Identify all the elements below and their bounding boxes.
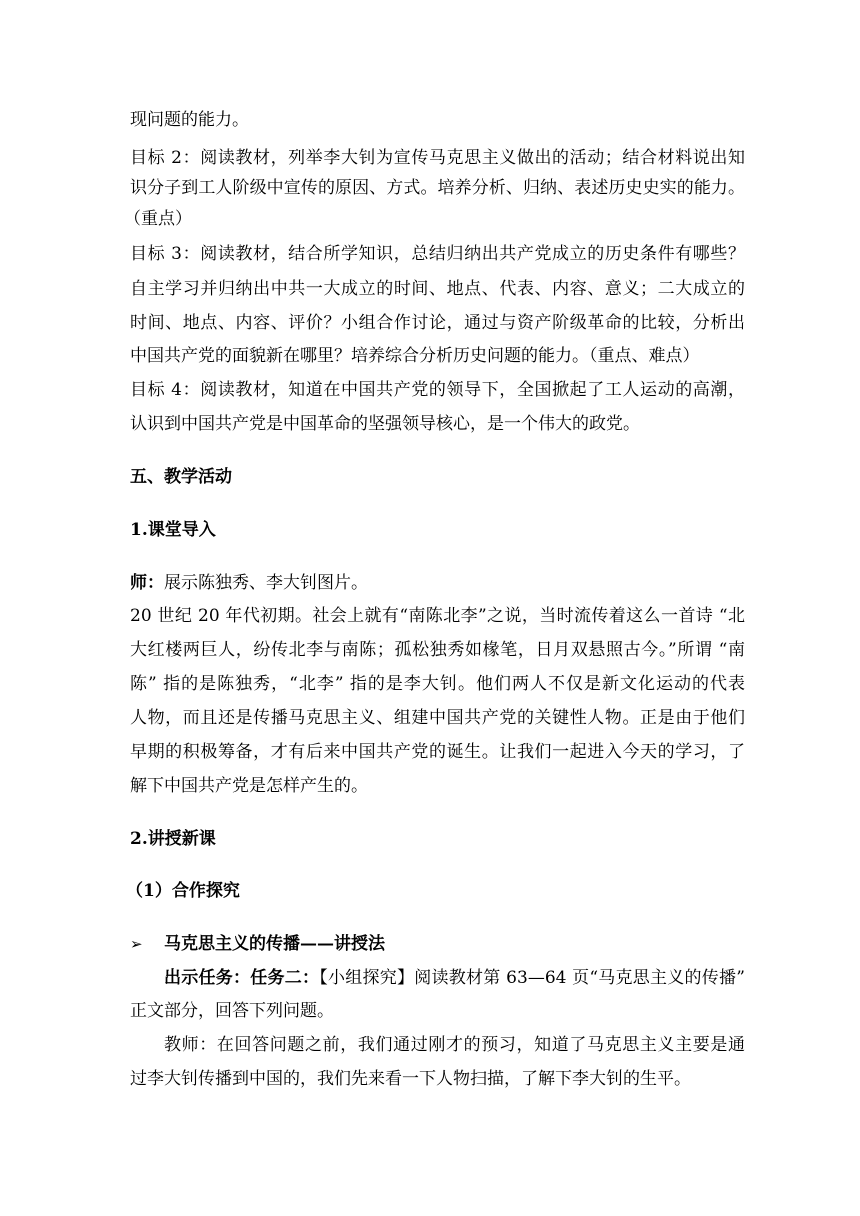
intro-paragraph-line-6: 解下中国共产党是怎样产生的。 <box>130 776 368 796</box>
intro-paragraph-line-2: 大红楼两巨人，纷传北李与南陈；孤松独秀如椽笔，日月双悬照古今。”所谓 “南 <box>130 640 745 660</box>
goal-3-line-2: 自主学习并归纳出中共一大成立的时间、地点、代表、内容、意义；二大成立的 <box>130 279 745 299</box>
goal-3-line-1: 目标 3：阅读教材，结合所学知识，总结归纳出共产党成立的历史条件有哪些？ <box>130 244 745 264</box>
goal-3-line-4: 中国共产党的面貌新在哪里？培养综合分析历史问题的能力。（重点、难点） <box>130 346 700 366</box>
subsection-2-1-heading: （1）合作探究 <box>126 881 240 901</box>
task-line-1 <box>164 967 745 989</box>
bullet-heading: 马克思主义的传播——讲授法 <box>164 934 385 954</box>
teacher-intro-text: 展示陈独秀、李大钊图片。 <box>164 573 368 593</box>
teacher-paragraph-line-2: 过李大钊传播到中国的，我们先来看一下人物扫描，了解下李大钊的生平。 <box>130 1069 691 1089</box>
teacher-intro-line <box>130 572 745 594</box>
subsection-2-heading: 2.讲授新课 <box>130 829 216 849</box>
goal-4-line-2: 认识到中国共产党是中国革命的坚强领导核心，是一个伟大的政党。 <box>130 414 640 434</box>
subsection-1-heading: 1.课堂导入 <box>130 520 216 540</box>
goal-3-line-3: 时间、地点、内容、评价？小组合作讨论，通过与资产阶级革命的比较，分析出 <box>130 313 745 333</box>
intro-paragraph-line-1: 20 世纪 20 年代初期。社会上就有“南陈北李”之说，当时流传着这么一首诗 “北 <box>130 606 745 626</box>
intro-paragraph-line-3: 陈” 指的是陈独秀，“北李” 指的是李大钊。他们两人不仅是新文化运动的代表 <box>130 674 745 694</box>
teacher-label: 师： <box>130 573 164 593</box>
goal-2-line-2: 识分子到工人阶级中宣传的原因、方式。培养分析、归纳、表述历史史实的能力。 <box>130 178 745 198</box>
objective-continuation: 现问题的能力。 <box>130 110 249 130</box>
intro-paragraph-line-5: 早期的积极筹备，才有后来中国共产党的诞生。让我们一起进入今天的学习，了 <box>130 742 745 762</box>
task-line-2: 正文部分，回答下列问题。 <box>130 1001 334 1021</box>
intro-paragraph-line-4: 人物，而且还是传播马克思主义、组建中国共产党的关键性人物。正是由于他们 <box>130 708 745 728</box>
bullet-arrow-icon: ➢ <box>130 935 143 953</box>
goal-2-line-3: （重点） <box>124 209 192 229</box>
goal-2-line-1: 目标 2：阅读教材，列举李大钊为宣传马克思主义做出的活动；结合材料说出知 <box>130 148 745 168</box>
goal-4-line-1: 目标 4：阅读教材，知道在中国共产党的领导下，全国掀起了工人运动的高潮， <box>130 380 745 400</box>
task-label: 出示任务：任务二： <box>164 968 320 988</box>
teacher-paragraph-line-1: 教师：在回答问题之前，我们通过刚才的预习，知道了马克思主义主要是通 <box>164 1035 745 1055</box>
task-text: 【小组探究】阅读教材第 63—64 页“马克思主义的传播” <box>319 968 746 988</box>
section-5-heading: 五、教学活动 <box>130 467 232 487</box>
